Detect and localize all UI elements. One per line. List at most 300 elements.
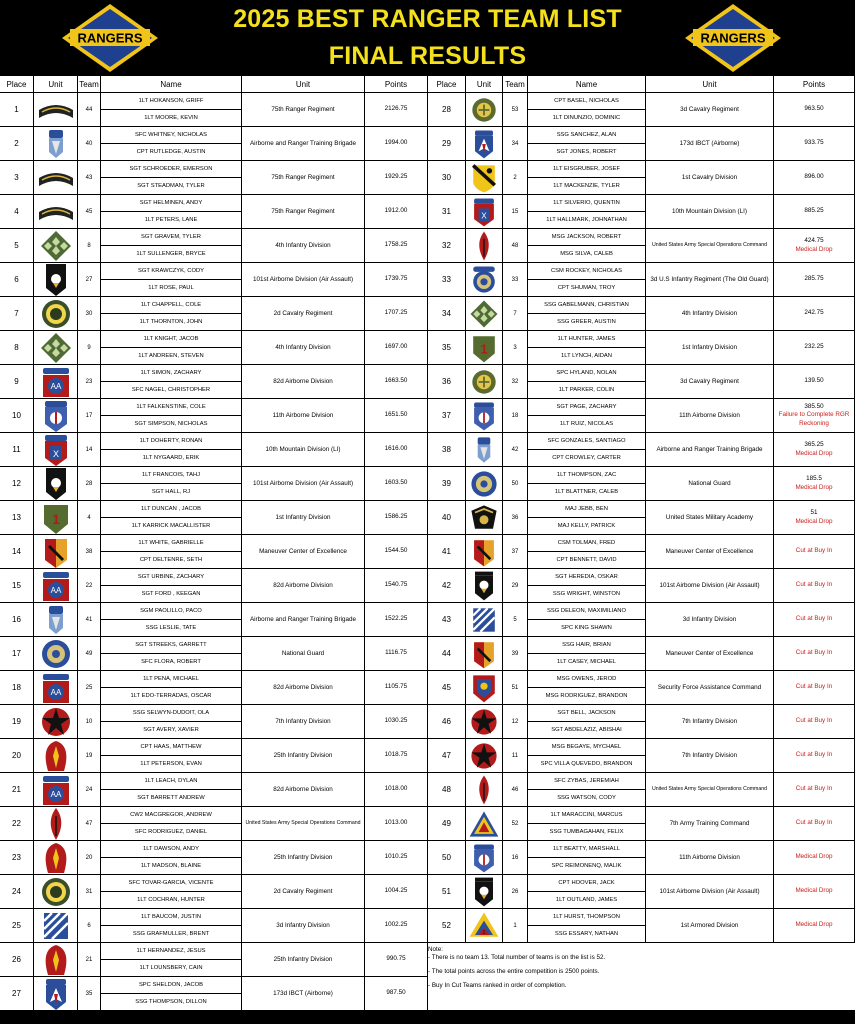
- member-name: SGT SIMPSON, NICHOLAS: [101, 416, 242, 433]
- unit-patch-icon: [34, 671, 78, 705]
- points-value: 1707.25: [384, 309, 408, 317]
- team-number: 35: [78, 977, 101, 1011]
- team-number: 3: [503, 331, 528, 365]
- unit-name: 101st Airborne Division (Air Assault): [242, 263, 365, 297]
- member-name: CPT BENNETT, DAVID: [528, 552, 646, 569]
- team-number: 8: [78, 229, 101, 263]
- points-cell: [365, 739, 428, 773]
- points-cell: [774, 501, 855, 535]
- member-name: 1LT HUNTER, JAMES: [528, 331, 646, 348]
- unit-name: Maneuver Center of Excellence: [242, 535, 365, 569]
- points-cell: [774, 841, 855, 875]
- place-cell: 44: [428, 637, 466, 671]
- unit-patch-icon: [466, 195, 503, 229]
- points-value: 1697.00: [384, 343, 408, 351]
- unit-patch-icon: [34, 909, 78, 943]
- place-cell: 51: [428, 875, 466, 909]
- points-cell: [365, 263, 428, 297]
- unit-name: 25th Infantry Division: [242, 943, 365, 977]
- place-cell: 48: [428, 773, 466, 807]
- member-name: 1LT PENA, MICHAEL: [101, 671, 242, 688]
- member-name: SFC WHITNEY, NICHOLAS: [101, 127, 242, 144]
- place-cell: 42: [428, 569, 466, 603]
- member-name: 1LT DINUNZIO, DOMINIC: [528, 110, 646, 127]
- team-number: 26: [503, 875, 528, 909]
- unit-name: United States Military Academy: [646, 501, 774, 535]
- place-cell: 18: [0, 671, 34, 705]
- place-cell: 43: [428, 603, 466, 637]
- unit-name: 1st Infantry Division: [646, 331, 774, 365]
- unit-name: 7th Infantry Division: [646, 739, 774, 773]
- place-cell: 11: [0, 433, 34, 467]
- svg-text:AA: AA: [50, 789, 61, 799]
- unit-name: 82d Airborne Division: [242, 569, 365, 603]
- points-cell: [774, 603, 855, 637]
- member-name: SGT HALL, RJ: [101, 484, 242, 501]
- member-name: 1LT PETERSON, EVAN: [101, 756, 242, 773]
- unit-name: 4th Infantry Division: [646, 297, 774, 331]
- member-name: 1LT KNIGHT, JACOB: [101, 331, 242, 348]
- unit-patch-icon: [34, 535, 78, 569]
- points-cell: [365, 161, 428, 195]
- svg-text:1: 1: [482, 929, 486, 936]
- team-number: 40: [78, 127, 101, 161]
- unit-name: 82d Airborne Division: [242, 365, 365, 399]
- member-name: SGT STREEKS, GARRETT: [101, 637, 242, 654]
- place-cell: 12: [0, 467, 34, 501]
- header-banner: [0, 0, 855, 76]
- points-value: 385.50: [804, 402, 824, 410]
- note-line: - Buy In Cut Teams ranked in order of completion.: [428, 982, 567, 989]
- unit-patch-icon: [466, 671, 503, 705]
- points-value: 1540.75: [384, 581, 408, 589]
- member-name: 1LT SILVERIO, QUENTIN: [528, 195, 646, 212]
- column-header-unit-left: Unit: [242, 76, 365, 93]
- member-name: 1LT CHAPPELL, COLE: [101, 297, 242, 314]
- status-text: Cut at Buy In: [795, 785, 833, 793]
- place-cell: 28: [428, 93, 466, 127]
- unit-patch-icon: [466, 297, 503, 331]
- place-cell: 5: [0, 229, 34, 263]
- unit-patch-icon: [34, 331, 78, 365]
- place-cell: 40: [428, 501, 466, 535]
- unit-patch-icon: [34, 501, 78, 535]
- member-name: 1LT THORNTON, JOHN: [101, 314, 242, 331]
- status-text: Medical Drop: [795, 921, 833, 929]
- status-text: Medical Drop: [795, 853, 833, 861]
- unit-patch-icon: [466, 841, 503, 875]
- team-number: 27: [78, 263, 101, 297]
- team-number: 2: [503, 161, 528, 195]
- points-value: 1116.75: [385, 649, 407, 657]
- unit-patch-icon: [34, 93, 78, 127]
- unit-patch-icon: [34, 399, 78, 433]
- team-number: 50: [503, 467, 528, 501]
- member-name: CSM ROCKEY, NICHOLAS: [528, 263, 646, 280]
- team-number: 4: [78, 501, 101, 535]
- points-cell: [365, 93, 428, 127]
- place-cell: 14: [0, 535, 34, 569]
- place-cell: 37: [428, 399, 466, 433]
- member-name: SGT GRAVEM, TYLER: [101, 229, 242, 246]
- points-cell: [774, 229, 855, 263]
- team-number: 42: [503, 433, 528, 467]
- points-value: 285.75: [804, 275, 824, 283]
- unit-name: 3d U.S Infantry Regiment (The Old Guard): [646, 263, 774, 297]
- points-value: 963.50: [804, 105, 824, 113]
- unit-name: 4th Infantry Division: [242, 331, 365, 365]
- unit-name: 25th Infantry Division: [242, 739, 365, 773]
- svg-text:AA: AA: [50, 585, 61, 595]
- team-number: 51: [503, 671, 528, 705]
- team-number: 9: [78, 331, 101, 365]
- unit-name: 11th Airborne Division: [646, 399, 774, 433]
- svg-text:1: 1: [51, 510, 60, 527]
- column-header-patch-right: Unit: [466, 76, 503, 93]
- team-number: 17: [78, 399, 101, 433]
- place-cell: 16: [0, 603, 34, 637]
- points-cell: [774, 195, 855, 229]
- place-cell: 20: [0, 739, 34, 773]
- unit-patch-icon: [34, 161, 78, 195]
- status-text: Cut at Buy In: [795, 717, 833, 725]
- points-cell: [774, 909, 855, 943]
- points-cell: [365, 637, 428, 671]
- place-cell: 1: [0, 93, 34, 127]
- points-value: 1651.50: [384, 411, 408, 419]
- member-name: 1LT LOUNSBERY, CAIN: [101, 960, 242, 977]
- points-cell: [774, 671, 855, 705]
- member-name: SSG SELWYN-DUDOIT, OLA: [101, 705, 242, 722]
- unit-name: 3d Cavalry Regiment: [646, 93, 774, 127]
- member-name: SSG ESSARY, NATHAN: [528, 926, 646, 943]
- unit-patch-icon: [466, 365, 503, 399]
- member-name: 1LT DOHERTY, RONAN: [101, 433, 242, 450]
- points-cell: [365, 909, 428, 943]
- column-header-name-left: Name: [101, 76, 242, 93]
- unit-name: 1st Infantry Division: [242, 501, 365, 535]
- place-cell: 26: [0, 943, 34, 977]
- member-name: SFC TOVAR-GARCIA, VICENTE: [101, 875, 242, 892]
- member-name: SGM PAOLILLO, PACO: [101, 603, 242, 620]
- member-name: 1LT MADSON, BLAINE: [101, 858, 242, 875]
- points-value: 365.25: [804, 441, 824, 448]
- member-name: CPT CROWLEY, CARTER: [528, 450, 646, 467]
- unit-name: 82d Airborne Division: [242, 671, 365, 705]
- points-cell: [365, 671, 428, 705]
- column-header-place-left: Place: [0, 76, 34, 93]
- member-name: MAJ JEBB, BEN: [528, 501, 646, 518]
- status-text: Cut at Buy In: [795, 649, 833, 657]
- member-name: 1LT LYNCH, AIDAN: [528, 348, 646, 365]
- place-cell: 47: [428, 739, 466, 773]
- place-cell: 4: [0, 195, 34, 229]
- unit-patch-icon: [466, 807, 503, 841]
- member-name: SSG HAIR, BRIAN: [528, 637, 646, 654]
- member-name: MSG JACKSON, ROBERT: [528, 229, 646, 246]
- unit-name: United States Army Special Operations Command: [646, 229, 774, 263]
- team-number: 7: [503, 297, 528, 331]
- unit-name: Security Force Assistance Command: [646, 671, 774, 705]
- team-number: 52: [503, 807, 528, 841]
- points-value: 232.25: [804, 343, 824, 351]
- unit-name: 25th Infantry Division: [242, 841, 365, 875]
- member-name: 1LT THOMPSON, ZAC: [528, 467, 646, 484]
- member-name: CPT DELTENRE, SETH: [101, 552, 242, 569]
- status-text: Medical Drop: [795, 449, 833, 457]
- points-value: 185.5: [806, 475, 822, 482]
- points-cell: [365, 297, 428, 331]
- member-name: SSG GREER, AUSTIN: [528, 314, 646, 331]
- svg-text:RANGERS: RANGERS: [77, 30, 143, 46]
- points-value: 242.75: [804, 309, 824, 317]
- points-value: 139.50: [804, 377, 824, 385]
- points-value: 990.75: [386, 955, 406, 963]
- points-cell: [774, 297, 855, 331]
- team-number: 31: [78, 875, 101, 909]
- team-number: 46: [503, 773, 528, 807]
- unit-patch-icon: [466, 93, 503, 127]
- points-cell: [774, 739, 855, 773]
- place-cell: 27: [0, 977, 34, 1011]
- team-number: 6: [78, 909, 101, 943]
- member-name: SPC VILLA QUEVEDO, BRANDON: [528, 756, 646, 773]
- column-header-team-left: Team: [78, 76, 101, 93]
- place-cell: 35: [428, 331, 466, 365]
- member-name: 1LT MOORE, KEVIN: [101, 110, 242, 127]
- status-text: Medical Drop: [795, 887, 833, 895]
- unit-name: 1st Cavalry Division: [646, 161, 774, 195]
- points-cell: [774, 705, 855, 739]
- unit-patch-icon: [466, 569, 503, 603]
- unit-name: 75th Ranger Regiment: [242, 161, 365, 195]
- unit-patch-icon: [34, 195, 78, 229]
- member-name: SGT BELL, JACKSON: [528, 705, 646, 722]
- points-cell: [365, 977, 428, 1011]
- member-name: SFC RODRIGUEZ, DANIEL: [101, 824, 242, 841]
- member-name: 1LT SULLENGER, BRYCE: [101, 246, 242, 263]
- unit-patch-icon: [34, 807, 78, 841]
- team-number: 41: [78, 603, 101, 637]
- points-cell: [365, 773, 428, 807]
- points-cell: [365, 569, 428, 603]
- points-cell: [774, 399, 855, 433]
- member-name: CPT RUTLEDGE, AUSTIN: [101, 144, 242, 161]
- points-value: 885.25: [804, 207, 824, 215]
- member-name: SPC REIMONENQ, MALIK: [528, 858, 646, 875]
- unit-patch-icon: [34, 739, 78, 773]
- place-cell: 9: [0, 365, 34, 399]
- member-name: 1LT WHITE, GABRIELLE: [101, 535, 242, 552]
- member-name: 1LT EDO-TERRADAS, OSCAR: [101, 688, 242, 705]
- team-number: 44: [78, 93, 101, 127]
- points-cell: [365, 841, 428, 875]
- place-cell: 23: [0, 841, 34, 875]
- points-value: 987.50: [386, 989, 406, 997]
- place-cell: 13: [0, 501, 34, 535]
- member-name: SFC GONZALES, SANTIAGO: [528, 433, 646, 450]
- place-cell: 24: [0, 875, 34, 909]
- place-cell: 45: [428, 671, 466, 705]
- unit-patch-icon: [466, 875, 503, 909]
- note-line: - The total points across the entire competition is 2500 points.: [428, 968, 600, 975]
- points-cell: [365, 365, 428, 399]
- points-value: 51: [810, 509, 818, 516]
- status-text: Cut at Buy In: [795, 581, 833, 589]
- points-cell: [774, 467, 855, 501]
- member-name: 1LT SIMON, ZACHARY: [101, 365, 242, 382]
- points-value: 1758.25: [384, 241, 408, 249]
- team-number: 22: [78, 569, 101, 603]
- place-cell: 7: [0, 297, 34, 331]
- member-name: 1LT OUTLAND, JAMES: [528, 892, 646, 909]
- unit-name: 11th Airborne Division: [242, 399, 365, 433]
- unit-name: 82d Airborne Division: [242, 773, 365, 807]
- team-number: 37: [503, 535, 528, 569]
- points-value: 1002.25: [384, 921, 408, 929]
- points-value: 1616.00: [384, 445, 408, 453]
- points-cell: [365, 433, 428, 467]
- unit-name: 101st Airborne Division (Air Assault): [646, 569, 774, 603]
- member-name: 1LT NYGAARD, ERIK: [101, 450, 242, 467]
- place-cell: 21: [0, 773, 34, 807]
- points-cell: [365, 807, 428, 841]
- place-cell: 32: [428, 229, 466, 263]
- status-text: Medical Drop: [795, 245, 833, 253]
- unit-name: 4th Infantry Division: [242, 229, 365, 263]
- points-value: 1010.25: [384, 853, 408, 861]
- team-number: 39: [503, 637, 528, 671]
- member-name: SGT AVERY, XAVIER: [101, 722, 242, 739]
- points-cell: [365, 705, 428, 739]
- points-cell: [774, 127, 855, 161]
- team-number: 49: [78, 637, 101, 671]
- place-cell: 30: [428, 161, 466, 195]
- team-number: 16: [503, 841, 528, 875]
- page-title: 2025 BEST RANGER TEAM LIST: [233, 5, 622, 33]
- team-number: 43: [78, 161, 101, 195]
- unit-patch-icon: [34, 569, 78, 603]
- unit-name: 3d Infantry Division: [646, 603, 774, 637]
- points-cell: [365, 943, 428, 977]
- member-name: 1LT COCHRAN, HUNTER: [101, 892, 242, 909]
- place-cell: 17: [0, 637, 34, 671]
- column-header-patch-left: Unit: [34, 76, 78, 93]
- unit-patch-icon: [34, 467, 78, 501]
- points-value: 1105.75: [384, 683, 408, 691]
- member-name: SGT JONES, ROBERT: [528, 144, 646, 161]
- member-name: SSG GABELMANN, CHRISTIAN: [528, 297, 646, 314]
- svg-text:1: 1: [480, 341, 488, 356]
- points-value: 1929.25: [384, 173, 408, 181]
- unit-patch-icon: [466, 127, 503, 161]
- member-name: MSG BEGAYE, MYCHAEL: [528, 739, 646, 756]
- unit-name: 2d Cavalry Regiment: [242, 875, 365, 909]
- points-cell: [365, 535, 428, 569]
- points-cell: [774, 637, 855, 671]
- team-number: 47: [78, 807, 101, 841]
- place-cell: 25: [0, 909, 34, 943]
- team-number: 29: [503, 569, 528, 603]
- svg-text:AA: AA: [50, 381, 61, 391]
- points-cell: [774, 161, 855, 195]
- points-value: 1663.50: [384, 377, 408, 385]
- member-name: SSG TUMBAGAHAN, FELIX: [528, 824, 646, 841]
- member-name: CPT BASEL, NICHOLAS: [528, 93, 646, 110]
- member-name: SGT HELMINEN, ANDY: [101, 195, 242, 212]
- unit-name: 3d Infantry Division: [242, 909, 365, 943]
- unit-patch-icon: [466, 467, 503, 501]
- member-name: SSG THOMPSON, DILLON: [101, 994, 242, 1011]
- unit-patch-icon: [466, 263, 503, 297]
- points-value: 2126.75: [384, 105, 408, 113]
- column-header-unit-right: Unit: [646, 76, 774, 93]
- place-cell: 49: [428, 807, 466, 841]
- team-number: 24: [78, 773, 101, 807]
- points-value: 1522.25: [384, 615, 408, 623]
- points-cell: [365, 399, 428, 433]
- unit-name: 101st Airborne Division (Air Assault): [646, 875, 774, 909]
- column-header-place-right: Place: [428, 76, 466, 93]
- unit-name: Airborne and Ranger Training Brigade: [242, 603, 365, 637]
- member-name: CPT HOOVER, JACK: [528, 875, 646, 892]
- unit-patch-icon: [34, 297, 78, 331]
- points-cell: [774, 365, 855, 399]
- member-name: 1LT BLATTNER, CALEB: [528, 484, 646, 501]
- status-text: Cut at Buy In: [795, 615, 833, 623]
- status-text: Cut at Buy In: [795, 683, 833, 691]
- member-name: 1LT HURST, THOMPSON: [528, 909, 646, 926]
- team-number: 36: [503, 501, 528, 535]
- place-cell: 34: [428, 297, 466, 331]
- notes-heading: Note:: [428, 946, 444, 953]
- team-number: 14: [78, 433, 101, 467]
- unit-name: 3d Cavalry Regiment: [646, 365, 774, 399]
- member-name: 1LT FRANCOIS, TAHJ: [101, 467, 242, 484]
- points-cell: [365, 229, 428, 263]
- team-number: 45: [78, 195, 101, 229]
- unit-name: 10th Mountain Division (LI): [242, 433, 365, 467]
- member-name: 1LT FALKENSTINE, COLE: [101, 399, 242, 416]
- team-number: 5: [503, 603, 528, 637]
- unit-patch-icon: [34, 365, 78, 399]
- unit-patch-icon: [34, 977, 78, 1011]
- member-name: 1LT BEATTY, MARSHALL: [528, 841, 646, 858]
- team-number: 25: [78, 671, 101, 705]
- points-cell: [774, 93, 855, 127]
- points-value: 424.75: [804, 237, 824, 244]
- team-number: 10: [78, 705, 101, 739]
- place-cell: 33: [428, 263, 466, 297]
- team-number: 12: [503, 705, 528, 739]
- svg-text:AA: AA: [50, 687, 61, 697]
- member-name: CPT HAAS, MATTHEW: [101, 739, 242, 756]
- unit-patch-icon: [466, 535, 503, 569]
- unit-name: 10th Mountain Division (LI): [646, 195, 774, 229]
- notes-block: [428, 946, 848, 996]
- unit-name: 101st Airborne Division (Air Assault): [242, 467, 365, 501]
- member-name: 1LT BAUCOM, JUSTIN: [101, 909, 242, 926]
- unit-patch-icon: [466, 705, 503, 739]
- member-name: CW2 MACGREGOR, ANDREW: [101, 807, 242, 824]
- points-value: 1018.75: [384, 751, 408, 759]
- place-cell: 15: [0, 569, 34, 603]
- place-cell: 36: [428, 365, 466, 399]
- unit-name: 1st Armored Division: [646, 909, 774, 943]
- unit-name: National Guard: [646, 467, 774, 501]
- unit-patch-icon: [34, 603, 78, 637]
- place-cell: 39: [428, 467, 466, 501]
